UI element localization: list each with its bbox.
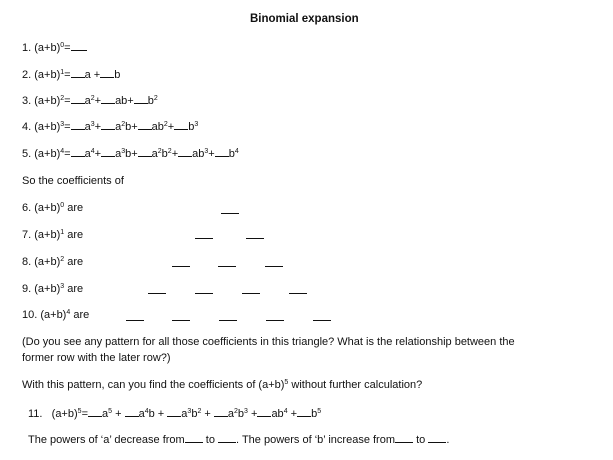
triangle-blank[interactable]: [242, 293, 260, 294]
label-tail: are: [64, 256, 84, 268]
equals: =: [64, 121, 71, 133]
question-number: 4.: [22, 121, 32, 133]
exponent: 2: [167, 148, 172, 155]
question-1: [22, 41, 87, 55]
term: +: [171, 148, 179, 160]
triangle-blank[interactable]: [221, 213, 239, 214]
pattern-question-line-1: (Do you see any pattern for all those coefficients in this triangle? What is the relationship between the: [22, 336, 515, 348]
intro-text: So the coefficients of: [22, 175, 124, 187]
triangle-blank[interactable]: [246, 238, 264, 239]
term: b: [191, 408, 198, 420]
question-number: 9.: [22, 283, 32, 295]
question-number: 8.: [22, 256, 32, 268]
answer-blank[interactable]: [71, 41, 87, 51]
exponent: 3: [244, 408, 248, 415]
binomial-base: (a+b): [34, 202, 61, 214]
answer-blank[interactable]: [428, 433, 446, 443]
to-text: to: [416, 434, 426, 446]
triangle-blank[interactable]: [313, 320, 331, 321]
question-11: [28, 407, 321, 421]
exponent: 3: [187, 408, 192, 415]
label-tail: are: [64, 229, 84, 241]
row-label-10: [22, 309, 89, 322]
exponent: 2: [121, 121, 126, 128]
answer-blank[interactable]: [138, 147, 152, 157]
term: a: [151, 148, 158, 160]
triangle-blank[interactable]: [289, 293, 307, 294]
exponent: 4: [90, 148, 95, 155]
answer-blank[interactable]: [215, 147, 229, 157]
exponent: 2: [197, 408, 202, 415]
question-2: [22, 68, 120, 82]
answer-blank[interactable]: [101, 94, 115, 104]
answer-blank[interactable]: [71, 94, 85, 104]
exponent: 4: [234, 148, 239, 155]
binomial-base: (a+b): [34, 148, 61, 160]
binomial-base: (a+b): [34, 95, 61, 107]
answer-blank[interactable]: [138, 120, 152, 130]
to-text: to: [205, 434, 215, 446]
exponent: 0: [60, 202, 65, 209]
term: +: [94, 121, 102, 133]
exponent: 2: [163, 121, 168, 128]
term: b: [188, 121, 195, 133]
answer-blank[interactable]: [214, 407, 228, 417]
term: ab: [192, 148, 205, 160]
equals: =: [64, 148, 71, 160]
term: b: [147, 95, 154, 107]
term: a: [84, 121, 91, 133]
triangle-blank[interactable]: [265, 266, 283, 267]
answer-blank[interactable]: [185, 433, 203, 443]
triangle-blank[interactable]: [148, 293, 166, 294]
exponent: 3: [121, 148, 126, 155]
term: a: [138, 408, 145, 420]
exponent: 3: [194, 121, 199, 128]
page-title: Binomial expansion: [250, 13, 359, 25]
triangle-blank[interactable]: [218, 266, 236, 267]
question-number: 6.: [22, 202, 32, 214]
term: b: [237, 408, 245, 420]
exponent: 2: [60, 256, 65, 263]
triangle-blank[interactable]: [195, 238, 213, 239]
triangle-blank[interactable]: [126, 320, 144, 321]
term: a: [227, 408, 235, 420]
term: +: [247, 408, 258, 420]
term: +: [94, 148, 102, 160]
exponent: 0: [60, 42, 65, 49]
label-tail: are: [64, 202, 84, 214]
answer-blank[interactable]: [395, 433, 413, 443]
equals: =: [64, 69, 71, 81]
term: a: [115, 121, 122, 133]
answer-blank[interactable]: [297, 407, 311, 417]
exponent: 3: [60, 121, 65, 128]
exponent: 2: [90, 95, 95, 102]
exponent: 4: [283, 408, 288, 415]
exponent: 2: [234, 408, 238, 415]
term: b: [161, 148, 168, 160]
exponent: 3: [204, 148, 209, 155]
question-number: 7.: [22, 229, 32, 241]
term: b: [311, 408, 318, 420]
period: .: [446, 434, 450, 446]
triangle-blank[interactable]: [172, 266, 190, 267]
exponent: 1: [60, 69, 65, 76]
term: a: [181, 408, 188, 420]
exponent: 2: [157, 148, 162, 155]
row-label-9: [22, 283, 83, 296]
question-number: 1.: [22, 42, 32, 54]
question-5: [22, 147, 239, 161]
answer-blank[interactable]: [257, 407, 271, 417]
label-tail: are: [70, 309, 90, 321]
answer-blank[interactable]: [101, 120, 115, 130]
term: b: [228, 148, 235, 160]
pattern-prompt: [22, 379, 422, 392]
powers-line: [28, 433, 449, 447]
triangle-blank[interactable]: [266, 320, 284, 321]
answer-blank[interactable]: [218, 433, 236, 443]
row-label-7: [22, 229, 83, 242]
answer-blank[interactable]: [125, 407, 139, 417]
term: b+: [125, 148, 138, 160]
answer-blank[interactable]: [101, 147, 115, 157]
row-label-8: [22, 256, 83, 269]
term: b+: [125, 121, 138, 133]
equals: =: [81, 408, 88, 420]
exponent: 5: [317, 408, 322, 415]
binomial-base: (a+b): [34, 283, 61, 295]
exponent: 2: [60, 95, 65, 102]
exponent: 5: [284, 379, 289, 386]
binomial-base: (a+b): [40, 309, 67, 321]
binomial-base: (a+b): [51, 408, 78, 420]
exponent: 1: [60, 229, 65, 236]
term: +: [94, 95, 102, 107]
prompt-text-end: without further calculation?: [288, 379, 423, 391]
question-number: 11.: [28, 408, 43, 420]
term: +: [112, 408, 122, 420]
term: ab: [151, 121, 164, 133]
term: a: [115, 148, 122, 160]
exponent: 4: [66, 309, 71, 316]
term: b +: [148, 408, 165, 420]
binomial-base: (a+b): [34, 69, 61, 81]
answer-blank[interactable]: [134, 94, 148, 104]
term: +: [208, 148, 215, 160]
exponent: 5: [108, 408, 113, 415]
exponent: 3: [60, 283, 65, 290]
powers-a-text: The powers of ‘a’ decrease from: [28, 434, 185, 446]
term: +: [287, 408, 298, 420]
term: b: [114, 69, 121, 81]
binomial-base: (a+b): [34, 256, 61, 268]
label-tail: are: [64, 283, 84, 295]
equals: =: [64, 42, 71, 54]
answer-blank[interactable]: [71, 120, 85, 130]
binomial-base: (a+b): [34, 229, 61, 241]
answer-blank[interactable]: [174, 120, 188, 130]
row-label-6: [22, 202, 83, 215]
term: ab: [271, 408, 284, 420]
triangle-blank[interactable]: [172, 320, 190, 321]
term: +: [201, 408, 211, 420]
question-4: [22, 120, 198, 134]
prompt-text: With this pattern, can you find the coefficients of (a+b): [22, 379, 285, 391]
term: +: [167, 121, 175, 133]
term: ab+: [115, 95, 134, 107]
question-number: 3.: [22, 95, 32, 107]
exponent: 4: [60, 148, 65, 155]
answer-blank[interactable]: [71, 68, 85, 78]
pattern-question-line-2: former row with the later row?): [22, 352, 171, 364]
answer-blank[interactable]: [100, 68, 114, 78]
binomial-base: (a+b): [34, 121, 61, 133]
term: a: [84, 148, 91, 160]
powers-b-text: . The powers of ‘b’ increase from: [236, 434, 395, 446]
question-3: [22, 94, 158, 108]
binomial-base: (a+b): [34, 42, 61, 54]
question-number: 2.: [22, 69, 32, 81]
exponent: 2: [153, 95, 158, 102]
answer-blank[interactable]: [178, 147, 192, 157]
exponent: 5: [77, 408, 82, 415]
question-number: 10.: [22, 309, 38, 321]
answer-blank[interactable]: [167, 407, 181, 417]
triangle-blank[interactable]: [195, 293, 213, 294]
term: a: [102, 408, 109, 420]
exponent: 4: [144, 408, 149, 415]
term: a +: [84, 69, 101, 81]
term: a: [84, 95, 91, 107]
exponent: 3: [90, 121, 95, 128]
equals: =: [64, 95, 71, 107]
answer-blank[interactable]: [71, 147, 85, 157]
triangle-blank[interactable]: [219, 320, 237, 321]
answer-blank[interactable]: [88, 407, 102, 417]
question-number: 5.: [22, 148, 32, 160]
